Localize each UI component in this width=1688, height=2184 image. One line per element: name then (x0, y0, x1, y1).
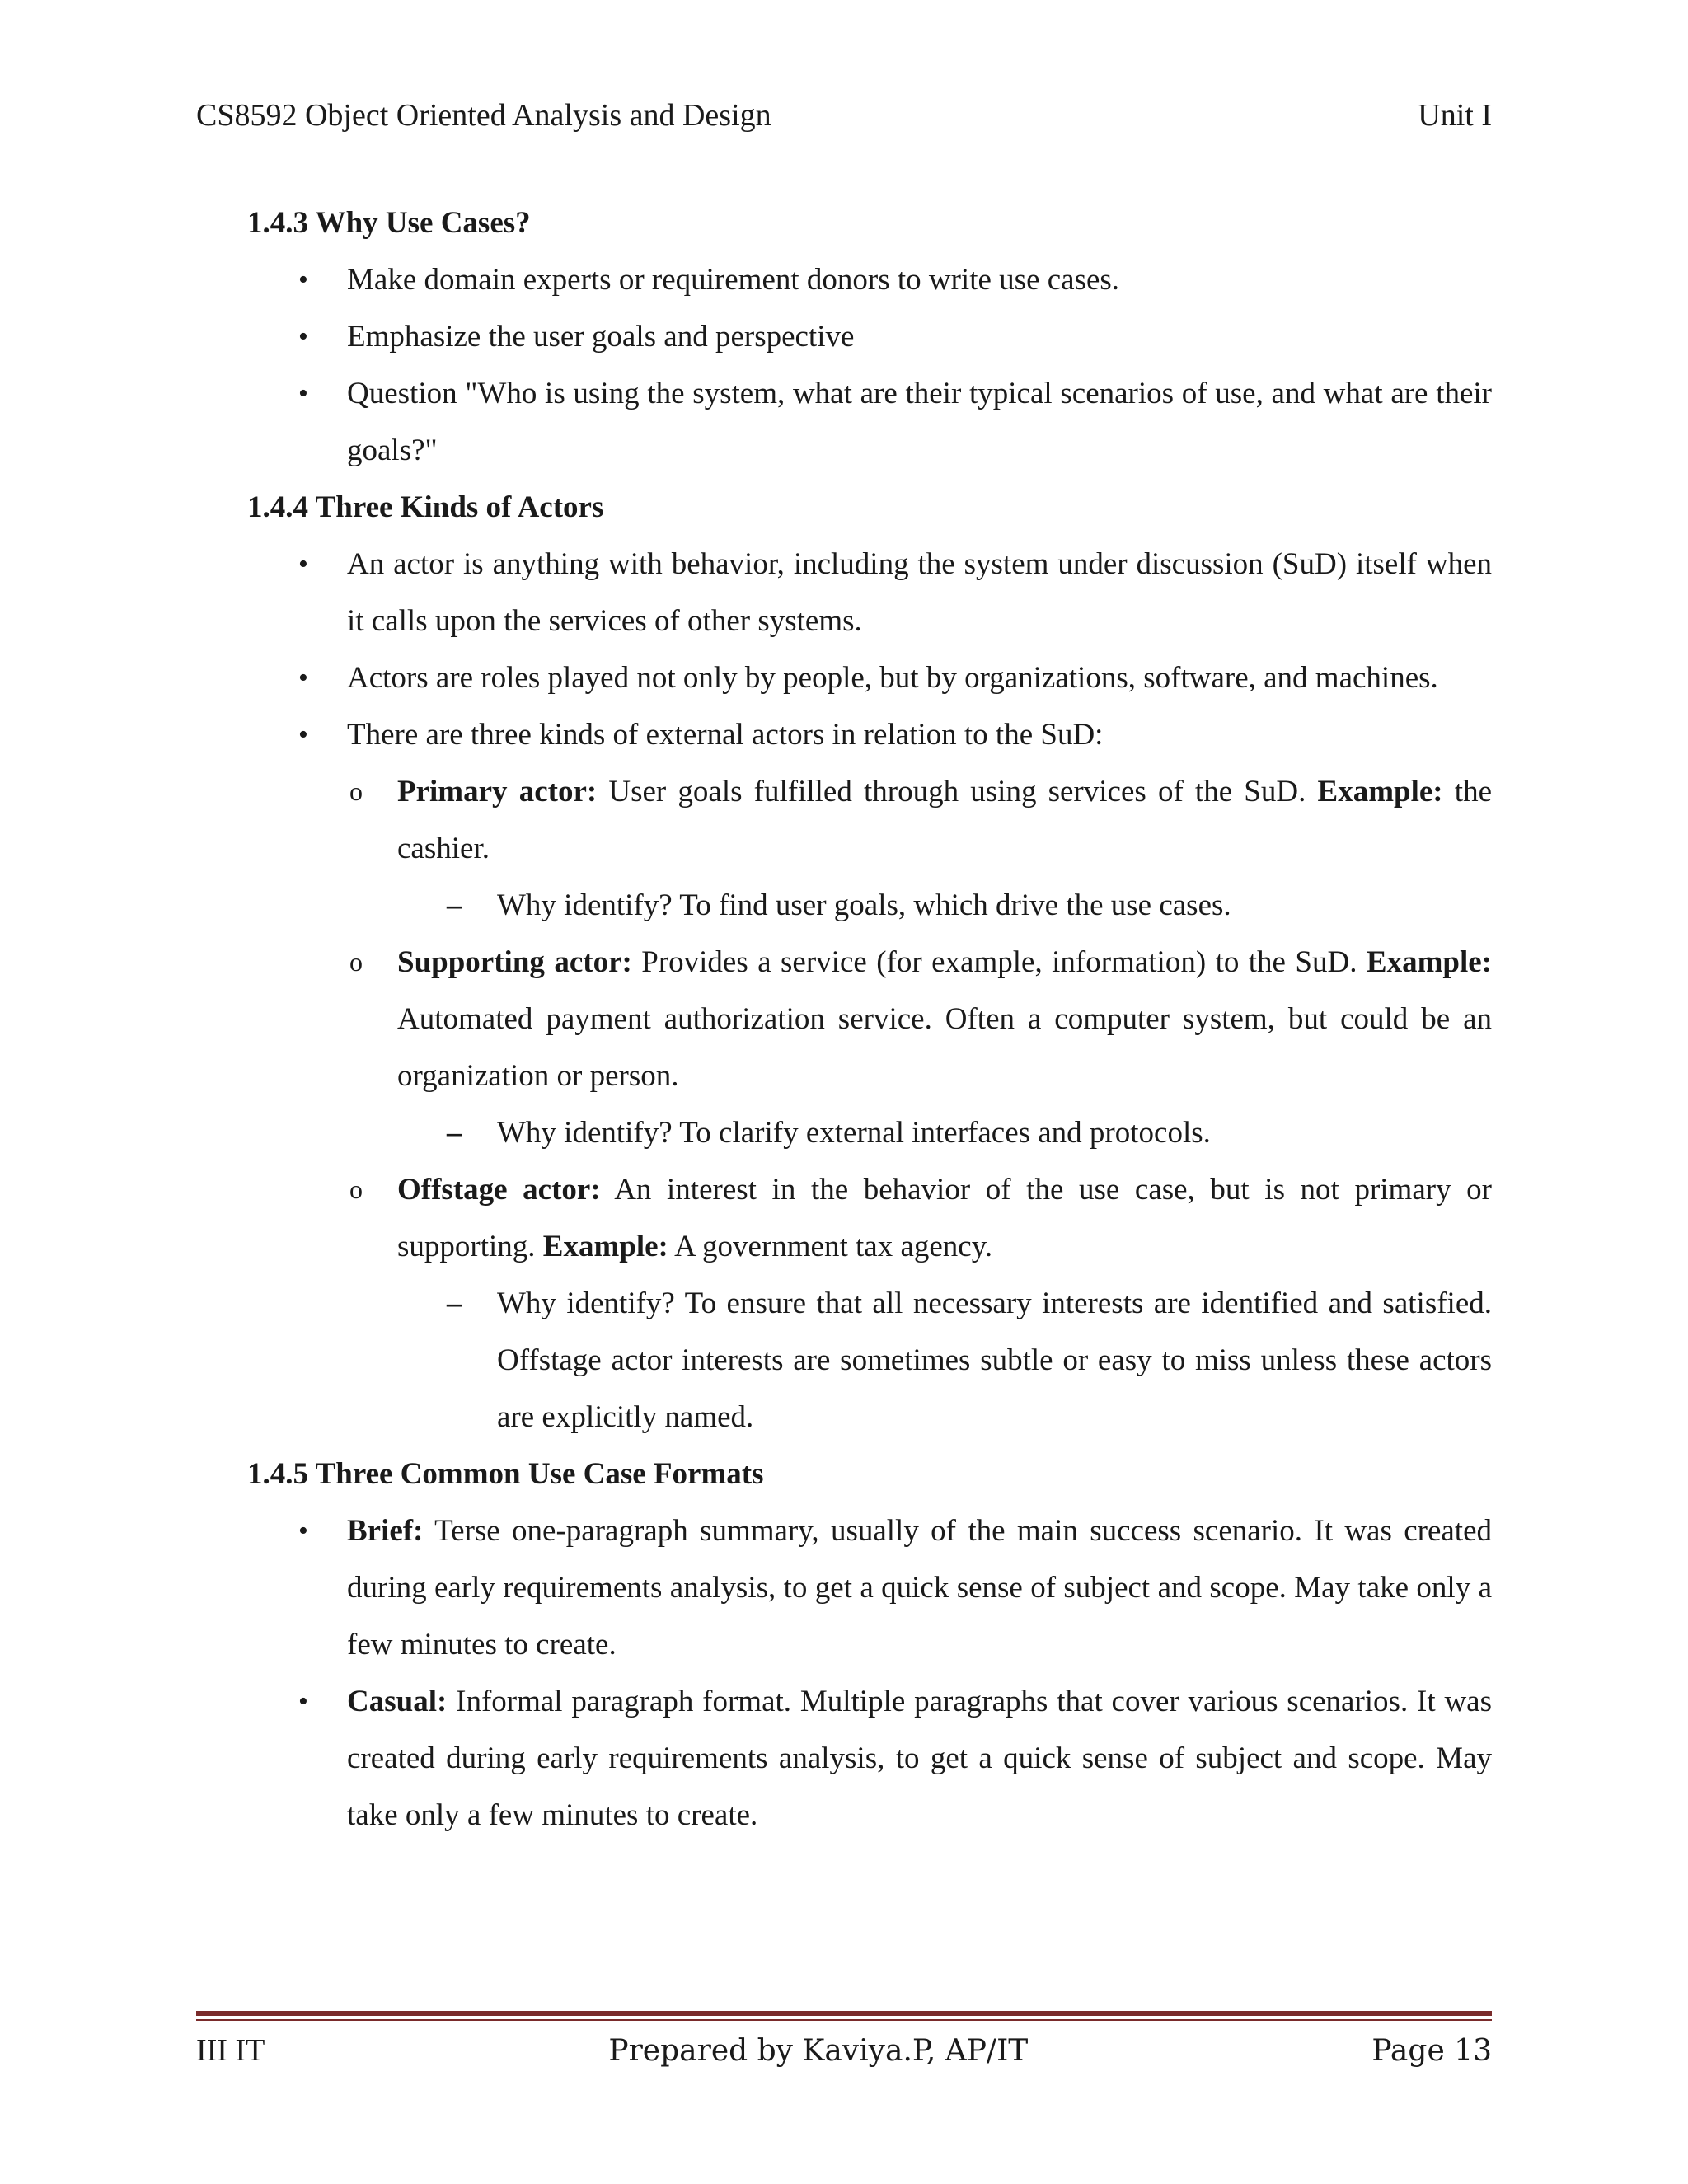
dash-marker: – (447, 1286, 462, 1320)
page-number: Page 13 (1372, 2034, 1492, 2068)
course-title: CS8592 Object Oriented Analysis and Design (196, 98, 771, 133)
section-heading-1-4-3: 1.4.3 Why Use Cases? (247, 206, 531, 240)
use-case-formats-list (247, 1502, 1492, 1844)
bullet-marker: • (298, 265, 308, 295)
why-identify-item: – Why identify? To clarify external interfaces and protocols. (247, 1104, 1492, 1161)
dash-marker: – (447, 888, 462, 922)
why-use-cases-list (247, 251, 1492, 479)
list-item: • An actor is anything with behavior, including the system under discussion (SuD) itself when it calls upon the services of other systems. (247, 536, 1492, 649)
unit-label: Unit I (1418, 98, 1492, 133)
list-item: • There are three kinds of external actors in relation to the SuD: (247, 706, 1492, 763)
why-identify-item: – Why identify? To ensure that all necessary interests are identified and satisfied. Offstage actor interests are sometimes subtle or easy to miss unless these actors are explicitly named. (247, 1275, 1492, 1446)
list-item: • Actors are roles played not only by people, but by organizations, software, and machines. (247, 649, 1492, 706)
bullet-marker: • (298, 1686, 308, 1717)
page-content (247, 194, 1492, 1844)
actor-kinds-list (247, 763, 1492, 1446)
why-identify-item: – Why identify? To find user goals, which drive the use cases. (247, 877, 1492, 934)
circle-marker: o (349, 1174, 363, 1204)
bullet-marker: • (298, 378, 308, 409)
footer-author: Prepared by Kaviya.P, AP/IT (608, 2034, 1029, 2068)
list-item: • Emphasize the user goals and perspective (247, 308, 1492, 365)
running-header (196, 97, 1492, 134)
actor-item-supporting: o Supporting actor: Provides a service (for example, information) to the SuD. Example: Automated payment authorization service. Often a computer system, but could be an organization or person. (247, 934, 1492, 1104)
bullet-marker: • (298, 719, 308, 750)
running-footer (196, 2003, 1492, 2069)
circle-marker: o (349, 776, 363, 806)
bullet-marker: • (298, 1516, 308, 1546)
list-item: • Make domain experts or requirement donors to write use cases. (247, 251, 1492, 308)
section-heading-1-4-5: 1.4.5 Three Common Use Case Formats (247, 1457, 764, 1491)
actors-list (247, 536, 1492, 763)
bullet-marker: • (298, 321, 308, 352)
format-item-casual: • Casual: Informal paragraph format. Multiple paragraphs that cover various scenarios. It was created during early requirements analysis, to get a quick sense of subject and scope. May take only a few minutes to create. (247, 1673, 1492, 1844)
actor-item-primary: o Primary actor: User goals fulfilled through using services of the SuD. Example: the cashier. (247, 763, 1492, 877)
format-item-brief: • Brief: Terse one-paragraph summary, usually of the main success scenario. It was created during early requirements analysis, to get a quick sense of subject and scope. May take only a few minutes to create. (247, 1502, 1492, 1673)
bullet-marker: • (298, 663, 308, 693)
actor-item-offstage: o Offstage actor: An interest in the behavior of the use case, but is not primary or supporting. Example: A government tax agency. (247, 1161, 1492, 1275)
bullet-marker: • (298, 549, 308, 579)
footer-class: III IT (196, 2033, 265, 2068)
section-heading-1-4-4: 1.4.4 Three Kinds of Actors (247, 490, 604, 524)
list-item: • Question "Who is using the system, what are their typical scenarios of use, and what are their goals?" (247, 365, 1492, 479)
circle-marker: o (349, 947, 363, 977)
dash-marker: – (447, 1116, 462, 1150)
